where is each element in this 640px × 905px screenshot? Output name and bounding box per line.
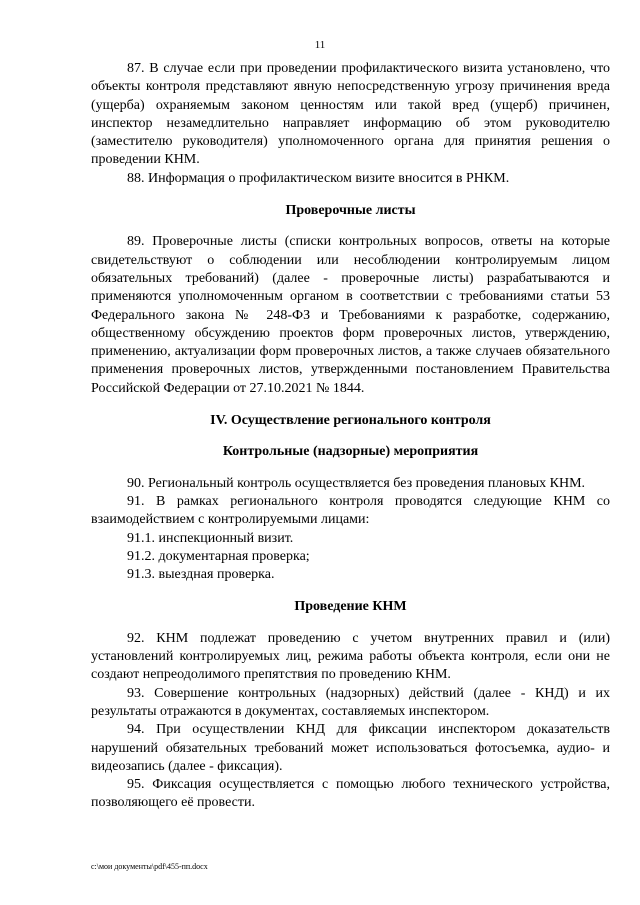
page-number: 11 xyxy=(314,39,326,51)
paragraph-88: 88. Информация о профилактическом визите вносится в РНКМ. xyxy=(127,170,510,186)
list-item-91-2: 91.2. документарная проверка; xyxy=(127,548,310,564)
paragraph-89: 89. Проверочные листы (списки контрольных вопросов, ответы на которые свидетельствуют о соблюдении или несоблюдении контролируемым лицом обязательных требований) (далее - проверочные листы) разрабатываются и применяются уполномоченным органом в соответствии с требованиями статьи 53 Федерального закона № 248-ФЗ и Требованиями к разработке, содержанию, общественному обсуждению проектов форм проверочных листов, утверждению, применению, актуализации форм проверочных листов, а также случаев обязательного применения проверочных листов, утвержденными постановлением Правительства Российской Федерации от 27.10.2021 № 1844. xyxy=(91,234,610,396)
paragraph-90: 90. Региональный контроль осуществляется без проведения плановых КНМ. xyxy=(127,475,586,491)
list-item-91-3: 91.3. выездная проверка. xyxy=(127,567,275,583)
paragraph-91: 91. В рамках регионального контроля проводятся следующие КНМ со взаимодействием с контролируемыми лицами: xyxy=(91,493,610,528)
paragraph-94: 94. При осуществлении КНД для фиксации инспектором доказательств нарушений обязательных требований может использоваться фотосъемка, аудио- и видеозапись (далее - фиксация). xyxy=(91,722,610,774)
paragraph-95: 95. Фиксация осуществляется с помощью любого технического устройства, позволяющего её провести. xyxy=(91,777,610,811)
heading-section-4: IV. Осуществление регионального контроля xyxy=(210,413,491,429)
paragraph-93: 93. Совершение контрольных (надзорных) действий (далее - КНД) и их результаты отражаются в документах, составляемых инспектором. xyxy=(91,685,610,719)
paragraph-92: 92. КНМ подлежат проведению с учетом внутренних правил и (или) установлений контролируемых лиц, режима работы объекта контроля, если они не создают непреодолимого препятствия по проведению КНМ. xyxy=(91,630,610,683)
heading-checklists: Проверочные листы xyxy=(285,203,416,219)
heading-conduct-measures: Проведение КНМ xyxy=(294,599,407,615)
heading-control-measures: Контрольные (надзорные) мероприятия xyxy=(222,444,479,460)
paragraph-87: 87. В случае если при проведении профилактического визита установлено, что объекты контроля представляют явную непосредственную угрозу причинения вреда (ущерба) охраняемым законом ценностям или такой вред (ущерб) причинен, инспектор незамедлительно направляет информацию об этом руководителю (заместителю руководителя) уполномоченного органа для принятия решения о проведении КНМ. xyxy=(91,61,610,168)
footer-file-path: c:\мои документы\pdf\455-пп.docx xyxy=(91,862,208,871)
list-item-91-1: 91.1. инспекционный визит. xyxy=(127,530,294,546)
document-body xyxy=(91,60,610,813)
